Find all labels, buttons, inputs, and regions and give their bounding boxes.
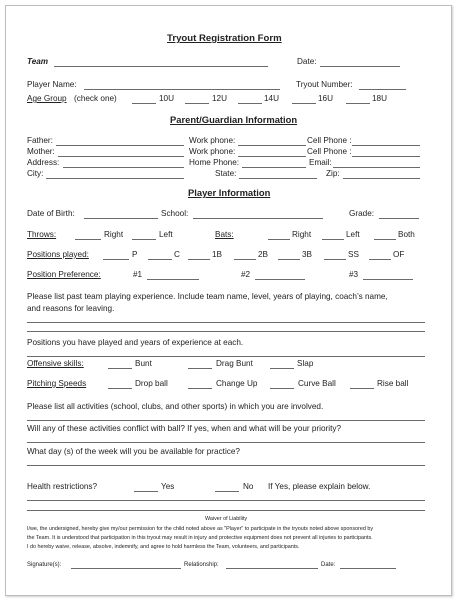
slap-label: Slap <box>297 359 314 368</box>
age-group-note: (check one) <box>74 94 117 103</box>
mother-cell-phone-field[interactable] <box>352 156 420 157</box>
bats-left-checkbox[interactable] <box>322 239 344 240</box>
school-label: School: <box>161 209 189 218</box>
player-section-heading: Player Information <box>188 187 271 198</box>
throws-right-checkbox[interactable] <box>75 239 101 240</box>
rise-ball-label: Rise ball <box>377 379 409 388</box>
slap-checkbox[interactable] <box>270 368 294 369</box>
position-of-checkbox[interactable] <box>369 259 391 260</box>
father-cell-phone-field[interactable] <box>352 145 420 146</box>
school-field[interactable] <box>193 218 323 219</box>
date-field[interactable] <box>320 66 400 67</box>
email-field[interactable] <box>333 167 420 168</box>
home-phone-field[interactable] <box>242 167 306 168</box>
practice-days-question: What day (s) of the week will you be available for practice? <box>27 447 240 456</box>
position-preference-label: Position Preference: <box>27 270 101 279</box>
age-16u-label: 16U <box>318 94 334 103</box>
age-14u-checkbox[interactable] <box>238 103 262 104</box>
age-18u-label: 18U <box>372 94 388 103</box>
health-no-checkbox[interactable] <box>215 491 239 492</box>
bats-both-label: Both <box>398 230 415 239</box>
age-16u-checkbox[interactable] <box>292 103 316 104</box>
preference-1-field[interactable] <box>147 279 199 280</box>
waiver-text-line2: the Team. It is understood that participation in this tryout may result in injury and protective equipment does not prevent all injuries to participants. <box>27 535 373 541</box>
conflict-question: Will any of these activities conflict with ball? If yes, when and what will be your priority? <box>27 424 341 433</box>
drop-ball-label: Drop ball <box>135 379 168 388</box>
change-up-checkbox[interactable] <box>188 388 212 389</box>
grade-label: Grade: <box>349 209 375 218</box>
city-label: City: <box>27 169 44 178</box>
position-1b-checkbox[interactable] <box>188 259 210 260</box>
address-label: Address: <box>27 158 60 167</box>
date-label: Date: <box>297 57 317 66</box>
relationship-label: Relationship: <box>184 562 219 568</box>
tryout-number-label: Tryout Number: <box>296 80 353 89</box>
father-field[interactable] <box>56 145 184 146</box>
health-restrictions-label: Health restrictions? <box>27 482 98 491</box>
age-group-label: Age Group <box>27 94 67 103</box>
state-label: State: <box>215 169 237 178</box>
age-18u-checkbox[interactable] <box>346 103 370 104</box>
address-field[interactable] <box>63 167 184 168</box>
conflict-answer-line[interactable] <box>27 442 425 443</box>
state-field[interactable] <box>239 178 317 179</box>
position-p-label: P <box>132 250 138 259</box>
throws-left-label: Left <box>159 230 173 239</box>
tryout-number-field[interactable] <box>359 89 406 90</box>
change-up-label: Change Up <box>216 379 258 388</box>
curve-ball-checkbox[interactable] <box>270 388 294 389</box>
activities-answer-line[interactable] <box>27 420 425 421</box>
throws-right-label: Right <box>104 230 124 239</box>
position-ss-label: SS <box>348 250 359 259</box>
team-label: Team <box>27 57 49 66</box>
position-p-checkbox[interactable] <box>103 259 129 260</box>
bats-label: Bats: <box>215 230 234 239</box>
position-2b-label: 2B <box>258 250 269 259</box>
rise-ball-checkbox[interactable] <box>350 388 374 389</box>
zip-label: Zip: <box>326 169 340 178</box>
activities-question: Please list all activities (school, clubs, and other sports) in which you are involved. <box>27 402 324 411</box>
waiver-heading: Waiver of Liability <box>205 516 248 522</box>
health-answer-line[interactable] <box>27 510 425 511</box>
mother-field[interactable] <box>58 156 184 157</box>
position-c-checkbox[interactable] <box>148 259 172 260</box>
bats-right-checkbox[interactable] <box>268 239 290 240</box>
signature-field[interactable] <box>71 568 181 569</box>
father-work-phone-label: Work phone: <box>189 136 236 145</box>
father-label: Father: <box>27 136 53 145</box>
parent-section-heading: Parent/Guardian Information <box>170 114 298 125</box>
pitching-speeds-label: Pitching Speeds <box>27 379 87 388</box>
practice-days-answer-line[interactable] <box>27 465 425 466</box>
mother-work-phone-label: Work phone: <box>189 147 236 156</box>
throws-label: Throws: <box>27 230 57 239</box>
player-name-label: Player Name: <box>27 80 77 89</box>
position-3b-checkbox[interactable] <box>278 259 300 260</box>
position-3b-label: 3B <box>302 250 313 259</box>
drag-bunt-checkbox[interactable] <box>188 368 212 369</box>
preference-1-label: #1 <box>133 270 143 279</box>
positions-years-question: Positions you have played and years of experience at each. <box>27 338 244 347</box>
age-10u-checkbox[interactable] <box>132 103 156 104</box>
father-work-phone-field[interactable] <box>238 145 306 146</box>
bats-right-label: Right <box>292 230 312 239</box>
grade-field[interactable] <box>379 218 419 219</box>
position-c-label: C <box>174 250 180 259</box>
home-phone-label: Home Phone: <box>189 158 240 167</box>
signature-date-label: Date: <box>321 562 336 568</box>
preference-2-label: #2 <box>241 270 251 279</box>
age-12u-checkbox[interactable] <box>185 103 209 104</box>
team-field[interactable] <box>54 66 268 67</box>
mother-work-phone-field[interactable] <box>238 156 306 157</box>
player-name-field[interactable] <box>84 89 280 90</box>
mother-label: Mother: <box>27 147 55 156</box>
waiver-text-line1: I/we, the undersigned, hereby give my/our permission for the child noted above as "Player" to participate in the tryouts noted above sponsored by <box>27 526 374 532</box>
age-14u-label: 14U <box>264 94 280 103</box>
age-12u-label: 12U <box>212 94 228 103</box>
curve-ball-label: Curve Ball <box>298 379 336 388</box>
father-cell-phone-label: Cell Phone : <box>307 136 352 145</box>
dob-field[interactable] <box>84 218 158 219</box>
past-team-answer-line[interactable] <box>27 322 425 323</box>
health-yes-checkbox[interactable] <box>134 491 158 492</box>
bunt-checkbox[interactable] <box>108 368 132 369</box>
bunt-label: Bunt <box>135 359 152 368</box>
health-explain-text: If Yes, please explain below. <box>268 482 371 491</box>
waiver-text-line3: I do hereby waive, release, absolve, indemnify, and agree to hold harmless the Team, volunteers, and participants. <box>27 544 300 550</box>
zip-field[interactable] <box>343 178 420 179</box>
position-1b-label: 1B <box>212 250 223 259</box>
relationship-field[interactable] <box>226 568 318 569</box>
preference-3-label: #3 <box>349 270 359 279</box>
preference-2-field[interactable] <box>255 279 305 280</box>
health-answer-line[interactable] <box>27 500 425 501</box>
form-title: Tryout Registration Form <box>167 33 282 44</box>
past-team-answer-line[interactable] <box>27 331 425 332</box>
health-yes-label: Yes <box>161 482 175 491</box>
position-2b-checkbox[interactable] <box>234 259 256 260</box>
age-10u-label: 10U <box>159 94 175 103</box>
offensive-skills-label: Offensive skills: <box>27 359 84 368</box>
position-ss-checkbox[interactable] <box>324 259 346 260</box>
drop-ball-checkbox[interactable] <box>108 388 132 389</box>
throws-left-checkbox[interactable] <box>132 239 156 240</box>
health-no-label: No <box>243 482 254 491</box>
bats-left-label: Left <box>346 230 360 239</box>
signature-label: Signature(s): <box>27 562 62 568</box>
signature-date-field[interactable] <box>340 568 396 569</box>
past-team-question-line2: and reasons for leaving. <box>27 304 115 313</box>
city-field[interactable] <box>46 178 184 179</box>
mother-cell-phone-label: Cell Phone : <box>307 147 352 156</box>
drag-bunt-label: Drag Bunt <box>216 359 253 368</box>
email-label: Email: <box>309 158 332 167</box>
positions-years-answer-line[interactable] <box>27 356 425 357</box>
position-of-label: OF <box>393 250 405 259</box>
past-team-question-line1: Please list past team playing experience. Include team name, level, years of playing, coach’s name, <box>27 292 388 301</box>
bats-both-checkbox[interactable] <box>374 239 396 240</box>
positions-played-label: Positions played: <box>27 250 89 259</box>
dob-label: Date of Birth: <box>27 209 75 218</box>
preference-3-field[interactable] <box>363 279 413 280</box>
